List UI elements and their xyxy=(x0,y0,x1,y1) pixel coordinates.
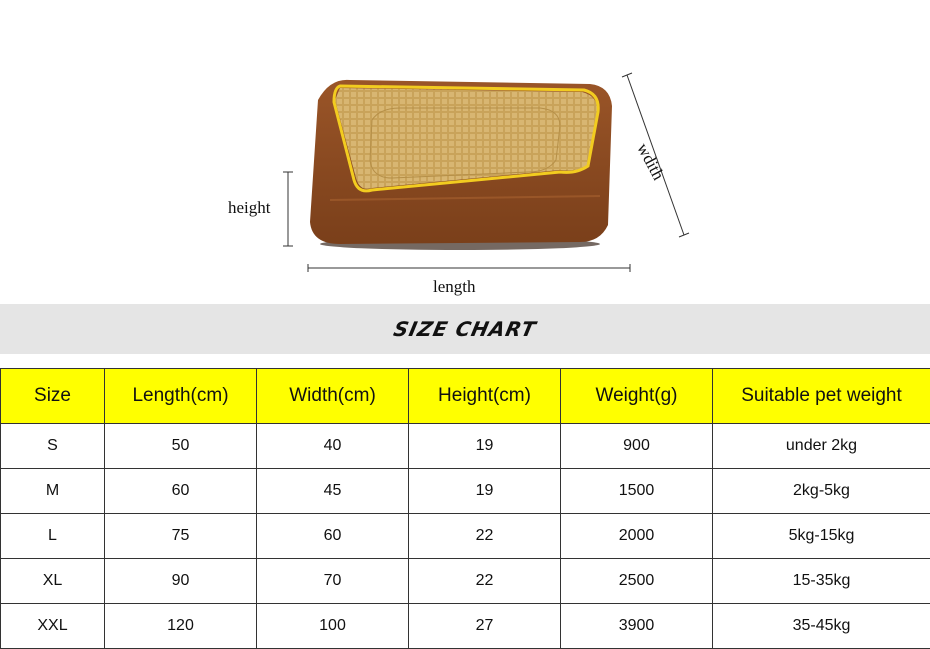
cell-weight: 1500 xyxy=(561,469,713,514)
cell-pet-weight: under 2kg xyxy=(713,424,930,469)
cell-weight: 900 xyxy=(561,424,713,469)
cell-length: 90 xyxy=(105,559,257,604)
header-pet-weight: Suitable pet weight xyxy=(713,369,930,424)
cell-weight: 2000 xyxy=(561,514,713,559)
cell-width: 100 xyxy=(257,604,409,649)
table-row xyxy=(1,469,930,514)
size-chart-table xyxy=(0,368,930,649)
cell-size: S xyxy=(1,424,105,469)
height-dimension-line xyxy=(283,172,293,246)
cell-length: 60 xyxy=(105,469,257,514)
cell-width: 70 xyxy=(257,559,409,604)
cell-weight: 2500 xyxy=(561,559,713,604)
cell-width: 45 xyxy=(257,469,409,514)
cell-pet-weight: 2kg-5kg xyxy=(713,469,930,514)
table-row xyxy=(1,514,930,559)
product-dimension-figure xyxy=(0,0,930,300)
cell-height: 22 xyxy=(409,559,561,604)
cell-height: 22 xyxy=(409,514,561,559)
cell-pet-weight: 5kg-15kg xyxy=(713,514,930,559)
cell-size: M xyxy=(1,469,105,514)
cell-height: 27 xyxy=(409,604,561,649)
table-header-row xyxy=(1,369,930,424)
cell-size: XL xyxy=(1,559,105,604)
size-chart-banner xyxy=(0,304,930,354)
header-width: Width(cm) xyxy=(257,369,409,424)
length-label: length xyxy=(433,277,476,297)
table-row xyxy=(1,604,930,649)
cell-size: XXL xyxy=(1,604,105,649)
cell-length: 50 xyxy=(105,424,257,469)
header-size: Size xyxy=(1,369,105,424)
header-length: Length(cm) xyxy=(105,369,257,424)
height-label: height xyxy=(228,198,271,218)
cell-size: L xyxy=(1,514,105,559)
cell-width: 60 xyxy=(257,514,409,559)
length-dimension-line xyxy=(308,264,630,272)
header-weight: Weight(g) xyxy=(561,369,713,424)
pet-bed-image xyxy=(0,0,930,300)
cell-width: 40 xyxy=(257,424,409,469)
size-chart-title: SIZE CHART xyxy=(391,317,538,341)
table-row xyxy=(1,424,930,469)
cell-height: 19 xyxy=(409,424,561,469)
cell-length: 75 xyxy=(105,514,257,559)
cell-height: 19 xyxy=(409,469,561,514)
header-height: Height(cm) xyxy=(409,369,561,424)
cell-weight: 3900 xyxy=(561,604,713,649)
width-label: wdith xyxy=(632,140,668,184)
cell-pet-weight: 35-45kg xyxy=(713,604,930,649)
cell-pet-weight: 15-35kg xyxy=(713,559,930,604)
cell-length: 120 xyxy=(105,604,257,649)
table-row xyxy=(1,559,930,604)
